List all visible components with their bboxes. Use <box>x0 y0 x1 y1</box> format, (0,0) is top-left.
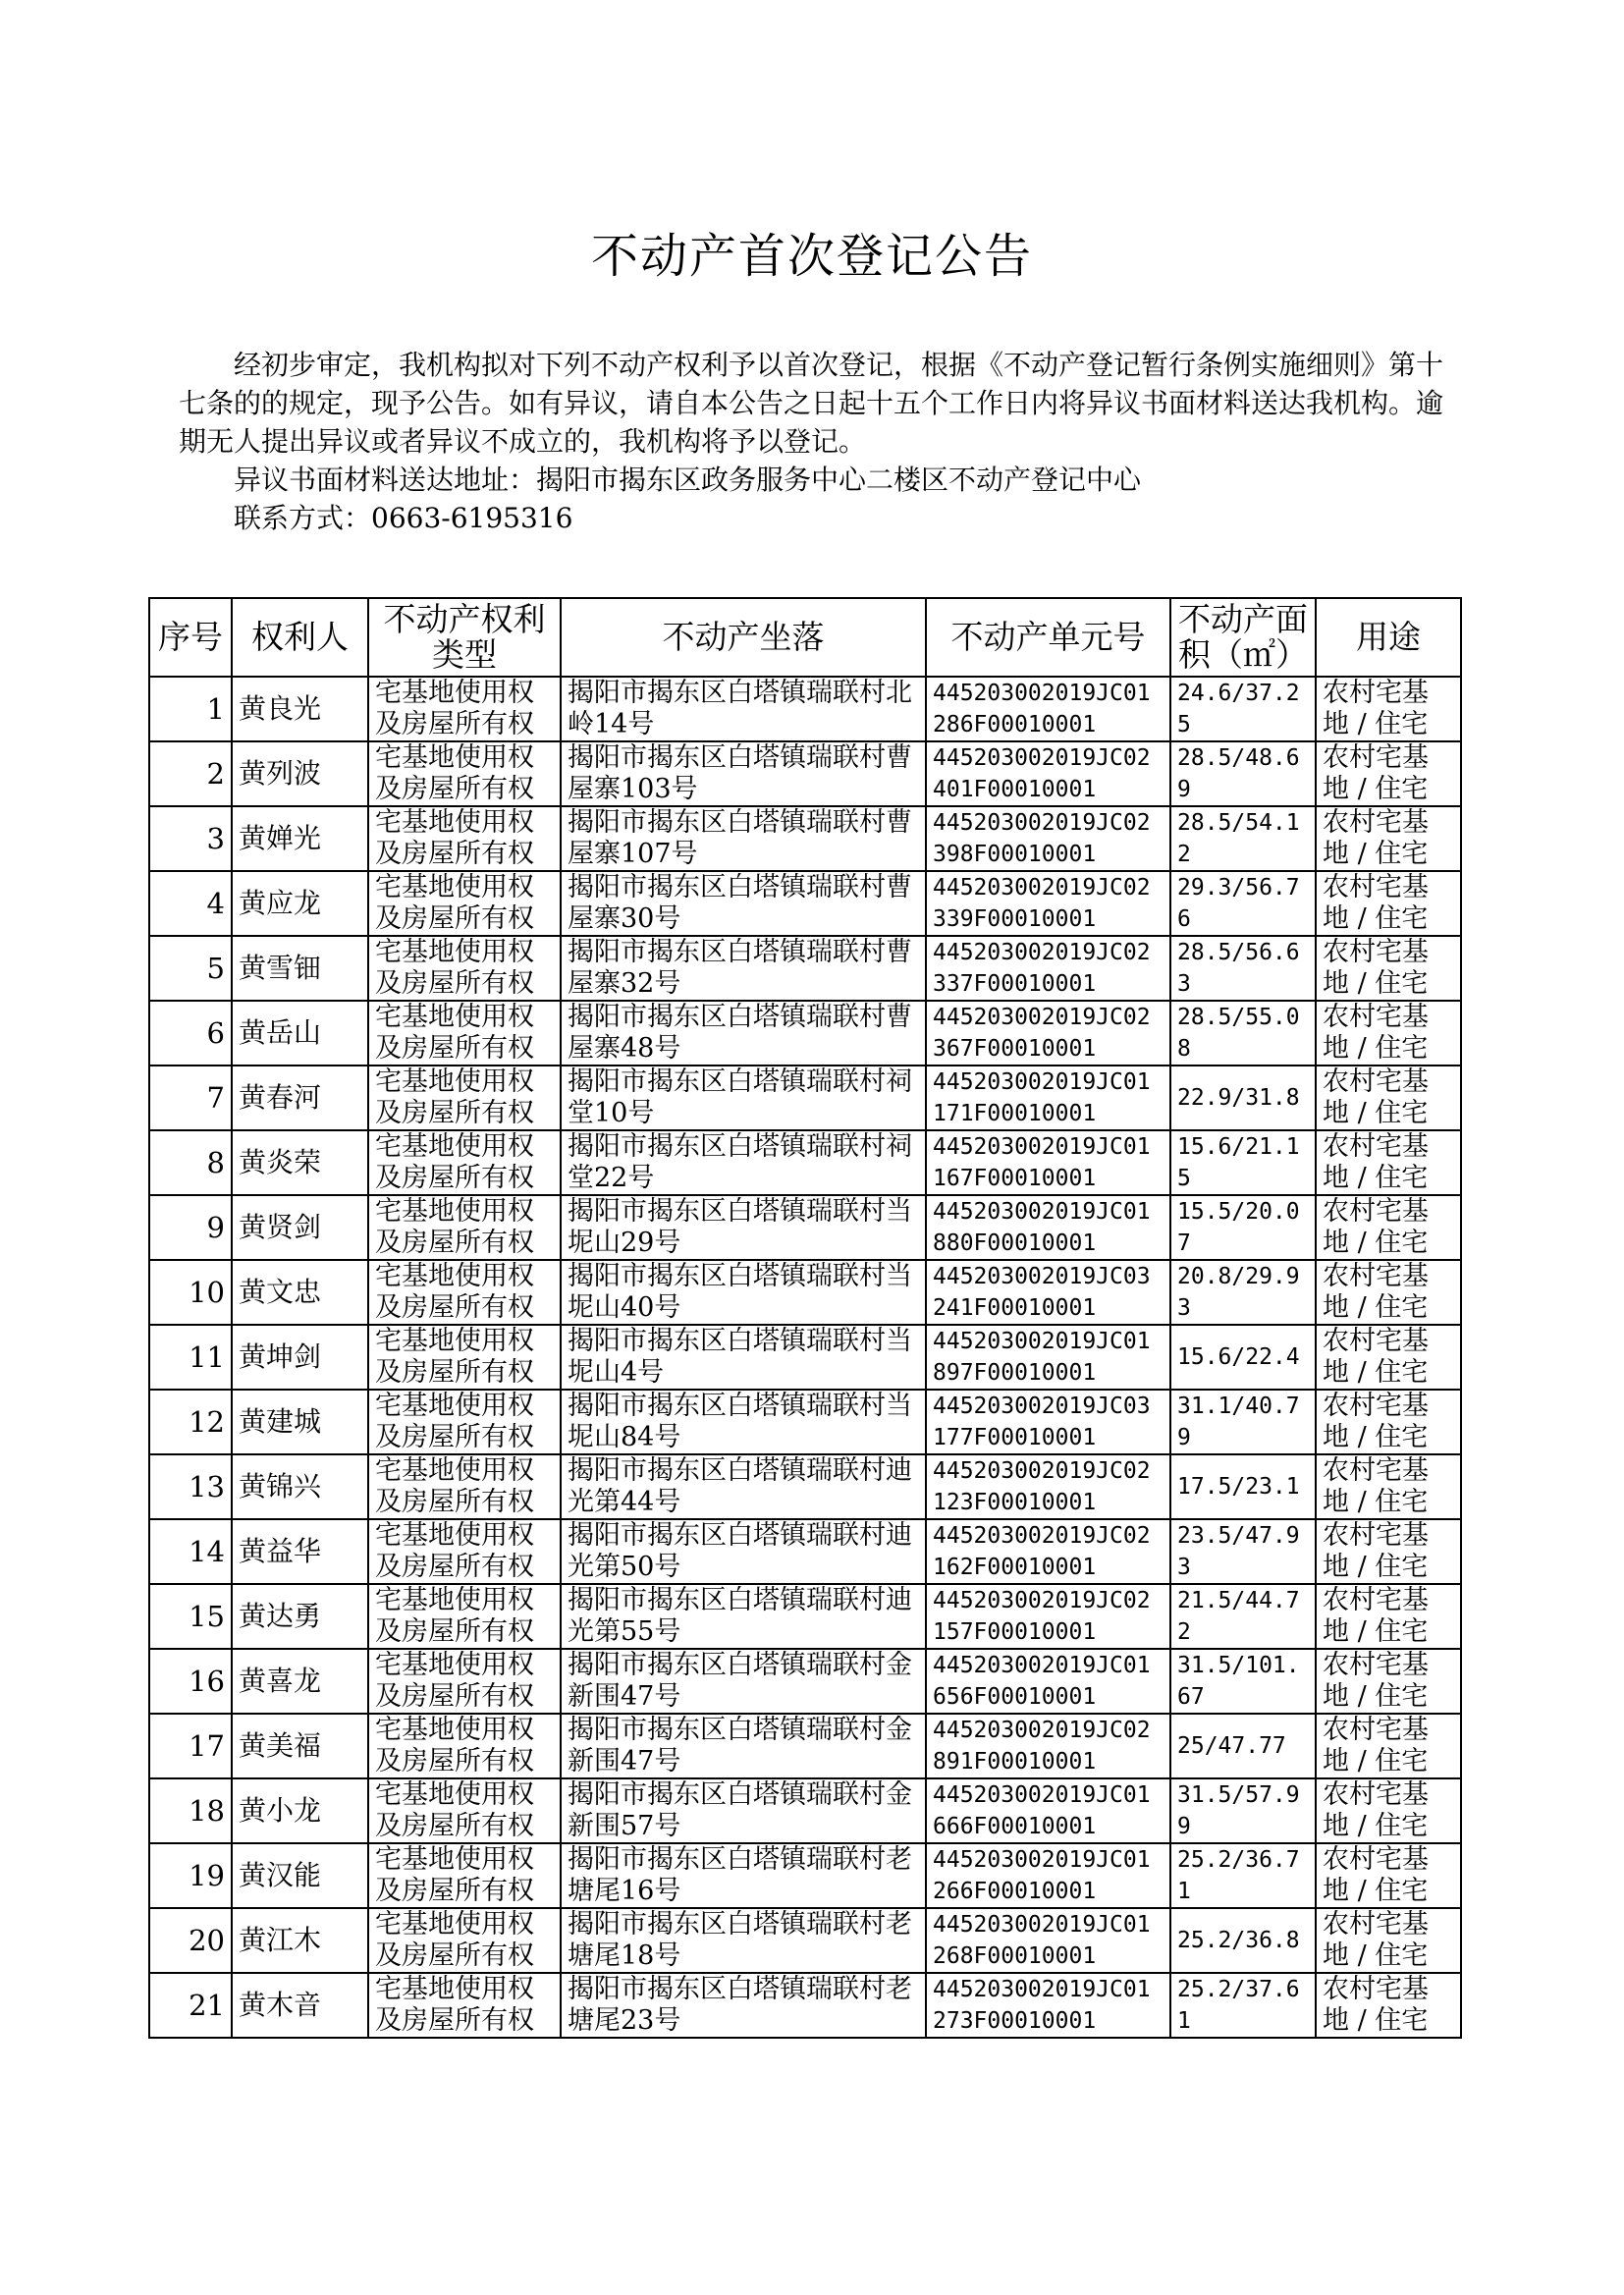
cell-right-type: 宅基地使用权及房屋所有权 <box>368 936 561 1001</box>
cell-unit-number: 445203002019JC01266F00010001 <box>926 1843 1170 1908</box>
header-owner: 权利人 <box>232 598 368 677</box>
cell-location: 揭阳市揭东区白塔镇瑞联村当坭山29号 <box>561 1195 926 1260</box>
table-row <box>149 1843 1461 1908</box>
cell-location: 揭阳市揭东区白塔镇瑞联村曹屋寨103号 <box>561 741 926 806</box>
cell-area: 22.9/31.8 <box>1170 1066 1316 1130</box>
cell-owner: 黄坤剑 <box>232 1325 368 1390</box>
table-row <box>149 1130 1461 1195</box>
table-row <box>149 1778 1461 1843</box>
cell-area: 28.5/55.08 <box>1170 1001 1316 1066</box>
table-row <box>149 1390 1461 1454</box>
cell-use: 农村宅基地 / 住宅 <box>1316 1519 1461 1584</box>
cell-use: 农村宅基地 / 住宅 <box>1316 1130 1461 1195</box>
table-row <box>149 1519 1461 1584</box>
cell-seq: 16 <box>149 1649 232 1714</box>
cell-right-type: 宅基地使用权及房屋所有权 <box>368 1454 561 1519</box>
cell-use: 农村宅基地 / 住宅 <box>1316 1714 1461 1778</box>
cell-owner: 黄喜龙 <box>232 1649 368 1714</box>
cell-use: 农村宅基地 / 住宅 <box>1316 1454 1461 1519</box>
cell-seq: 12 <box>149 1390 232 1454</box>
cell-owner: 黄锦兴 <box>232 1454 368 1519</box>
cell-owner: 黄江木 <box>232 1908 368 1973</box>
cell-seq: 8 <box>149 1130 232 1195</box>
intro-section <box>179 346 1455 537</box>
cell-unit-number: 445203002019JC02398F00010001 <box>926 806 1170 871</box>
cell-owner: 黄木音 <box>232 1973 368 2038</box>
table-row <box>149 871 1461 936</box>
cell-use: 农村宅基地 / 住宅 <box>1316 1778 1461 1843</box>
cell-seq: 13 <box>149 1454 232 1519</box>
cell-unit-number: 445203002019JC02123F00010001 <box>926 1454 1170 1519</box>
cell-owner: 黄应龙 <box>232 871 368 936</box>
header-location: 不动产坐落 <box>561 598 926 677</box>
cell-area: 28.5/56.63 <box>1170 936 1316 1001</box>
cell-right-type: 宅基地使用权及房屋所有权 <box>368 1908 561 1973</box>
contact-info: 联系方式：0663-6195316 <box>234 502 573 534</box>
cell-location: 揭阳市揭东区白塔镇瑞联村金新围57号 <box>561 1778 926 1843</box>
cell-use: 农村宅基地 / 住宅 <box>1316 1066 1461 1130</box>
cell-owner: 黄益华 <box>232 1519 368 1584</box>
header-use: 用途 <box>1316 598 1461 677</box>
cell-seq: 5 <box>149 936 232 1001</box>
cell-right-type: 宅基地使用权及房屋所有权 <box>368 1001 561 1066</box>
cell-seq: 1 <box>149 677 232 741</box>
cell-unit-number: 445203002019JC01167F00010001 <box>926 1130 1170 1195</box>
cell-right-type: 宅基地使用权及房屋所有权 <box>368 1649 561 1714</box>
table-row <box>149 1454 1461 1519</box>
cell-right-type: 宅基地使用权及房屋所有权 <box>368 741 561 806</box>
table-row <box>149 1195 1461 1260</box>
cell-owner: 黄列波 <box>232 741 368 806</box>
cell-unit-number: 445203002019JC02157F00010001 <box>926 1584 1170 1649</box>
cell-right-type: 宅基地使用权及房屋所有权 <box>368 1843 561 1908</box>
cell-unit-number: 445203002019JC01656F00010001 <box>926 1649 1170 1714</box>
cell-location: 揭阳市揭东区白塔镇瑞联村当坭山40号 <box>561 1260 926 1325</box>
cell-unit-number: 445203002019JC01268F00010001 <box>926 1908 1170 1973</box>
cell-seq: 15 <box>149 1584 232 1649</box>
table-row <box>149 1584 1461 1649</box>
table-row <box>149 936 1461 1001</box>
table-row <box>149 1649 1461 1714</box>
cell-area: 25/47.77 <box>1170 1714 1316 1778</box>
cell-use: 农村宅基地 / 住宅 <box>1316 741 1461 806</box>
cell-location: 揭阳市揭东区白塔镇瑞联村迪光第55号 <box>561 1584 926 1649</box>
cell-use: 农村宅基地 / 住宅 <box>1316 1584 1461 1649</box>
table-row <box>149 1973 1461 2038</box>
cell-seq: 2 <box>149 741 232 806</box>
cell-area: 25.2/36.71 <box>1170 1843 1316 1908</box>
cell-use: 农村宅基地 / 住宅 <box>1316 1390 1461 1454</box>
table-row <box>149 1001 1461 1066</box>
cell-location: 揭阳市揭东区白塔镇瑞联村老塘尾16号 <box>561 1843 926 1908</box>
cell-unit-number: 445203002019JC03177F00010001 <box>926 1390 1170 1454</box>
cell-location: 揭阳市揭东区白塔镇瑞联村曹屋寨48号 <box>561 1001 926 1066</box>
cell-use: 农村宅基地 / 住宅 <box>1316 1195 1461 1260</box>
cell-seq: 7 <box>149 1066 232 1130</box>
cell-owner: 黄炎荣 <box>232 1130 368 1195</box>
cell-location: 揭阳市揭东区白塔镇瑞联村曹屋寨32号 <box>561 936 926 1001</box>
cell-location: 揭阳市揭东区白塔镇瑞联村老塘尾18号 <box>561 1908 926 1973</box>
table-row <box>149 1066 1461 1130</box>
table-header-row <box>149 598 1461 677</box>
cell-area: 15.5/20.07 <box>1170 1195 1316 1260</box>
cell-use: 农村宅基地 / 住宅 <box>1316 1649 1461 1714</box>
cell-area: 25.2/37.61 <box>1170 1973 1316 2038</box>
header-seq: 序号 <box>149 598 232 677</box>
cell-seq: 21 <box>149 1973 232 2038</box>
cell-seq: 3 <box>149 806 232 871</box>
cell-right-type: 宅基地使用权及房屋所有权 <box>368 1130 561 1195</box>
cell-location: 揭阳市揭东区白塔镇瑞联村曹屋寨107号 <box>561 806 926 871</box>
cell-owner: 黄雪钿 <box>232 936 368 1001</box>
header-area: 不动产面积（㎡） <box>1170 598 1316 677</box>
cell-right-type: 宅基地使用权及房屋所有权 <box>368 1778 561 1843</box>
table-row <box>149 741 1461 806</box>
cell-right-type: 宅基地使用权及房屋所有权 <box>368 806 561 871</box>
cell-location: 揭阳市揭东区白塔镇瑞联村迪光第50号 <box>561 1519 926 1584</box>
cell-owner: 黄岳山 <box>232 1001 368 1066</box>
cell-seq: 20 <box>149 1908 232 1973</box>
cell-unit-number: 445203002019JC02337F00010001 <box>926 936 1170 1001</box>
cell-right-type: 宅基地使用权及房屋所有权 <box>368 1325 561 1390</box>
cell-owner: 黄汉能 <box>232 1843 368 1908</box>
cell-area: 25.2/36.8 <box>1170 1908 1316 1973</box>
cell-area: 15.6/21.15 <box>1170 1130 1316 1195</box>
header-unit-number: 不动产单元号 <box>926 598 1170 677</box>
cell-unit-number: 445203002019JC01897F00010001 <box>926 1325 1170 1390</box>
table-row <box>149 806 1461 871</box>
cell-location: 揭阳市揭东区白塔镇瑞联村当坭山4号 <box>561 1325 926 1390</box>
cell-use: 农村宅基地 / 住宅 <box>1316 806 1461 871</box>
cell-right-type: 宅基地使用权及房屋所有权 <box>368 1519 561 1584</box>
cell-area: 29.3/56.76 <box>1170 871 1316 936</box>
cell-area: 28.5/48.69 <box>1170 741 1316 806</box>
cell-seq: 19 <box>149 1843 232 1908</box>
cell-right-type: 宅基地使用权及房屋所有权 <box>368 1066 561 1130</box>
cell-unit-number: 445203002019JC01273F00010001 <box>926 1973 1170 2038</box>
cell-location: 揭阳市揭东区白塔镇瑞联村老塘尾23号 <box>561 1973 926 2038</box>
registration-table <box>148 597 1462 2039</box>
cell-owner: 黄小龙 <box>232 1778 368 1843</box>
cell-use: 农村宅基地 / 住宅 <box>1316 1973 1461 2038</box>
cell-right-type: 宅基地使用权及房屋所有权 <box>368 1195 561 1260</box>
cell-owner: 黄文忠 <box>232 1260 368 1325</box>
cell-right-type: 宅基地使用权及房屋所有权 <box>368 1260 561 1325</box>
cell-use: 农村宅基地 / 住宅 <box>1316 1001 1461 1066</box>
cell-area: 24.6/37.25 <box>1170 677 1316 741</box>
objection-address: 异议书面材料送达地址：揭阳市揭东区政务服务中心二楼区不动产登记中心 <box>234 464 1142 496</box>
cell-location: 揭阳市揭东区白塔镇瑞联村祠堂10号 <box>561 1066 926 1130</box>
cell-area: 31.1/40.79 <box>1170 1390 1316 1454</box>
cell-area: 31.5/101.67 <box>1170 1649 1316 1714</box>
cell-right-type: 宅基地使用权及房屋所有权 <box>368 1973 561 2038</box>
cell-location: 揭阳市揭东区白塔镇瑞联村金新围47号 <box>561 1649 926 1714</box>
cell-seq: 18 <box>149 1778 232 1843</box>
cell-use: 农村宅基地 / 住宅 <box>1316 1260 1461 1325</box>
cell-unit-number: 445203002019JC02339F00010001 <box>926 871 1170 936</box>
cell-area: 31.5/57.99 <box>1170 1778 1316 1843</box>
cell-area: 28.5/54.12 <box>1170 806 1316 871</box>
cell-unit-number: 445203002019JC02162F00010001 <box>926 1519 1170 1584</box>
cell-right-type: 宅基地使用权及房屋所有权 <box>368 1714 561 1778</box>
cell-unit-number: 445203002019JC01666F00010001 <box>926 1778 1170 1843</box>
cell-area: 15.6/22.4 <box>1170 1325 1316 1390</box>
cell-right-type: 宅基地使用权及房屋所有权 <box>368 871 561 936</box>
cell-owner: 黄婵光 <box>232 806 368 871</box>
cell-unit-number: 445203002019JC01880F00010001 <box>926 1195 1170 1260</box>
cell-use: 农村宅基地 / 住宅 <box>1316 936 1461 1001</box>
cell-seq: 17 <box>149 1714 232 1778</box>
cell-location: 揭阳市揭东区白塔镇瑞联村迪光第44号 <box>561 1454 926 1519</box>
table-row <box>149 677 1461 741</box>
table-row <box>149 1325 1461 1390</box>
header-right-type: 不动产权利类型 <box>368 598 561 677</box>
table-row <box>149 1260 1461 1325</box>
table-row <box>149 1714 1461 1778</box>
cell-area: 23.5/47.93 <box>1170 1519 1316 1584</box>
cell-seq: 6 <box>149 1001 232 1066</box>
cell-owner: 黄达勇 <box>232 1584 368 1649</box>
cell-owner: 黄良光 <box>232 677 368 741</box>
cell-location: 揭阳市揭东区白塔镇瑞联村金新围47号 <box>561 1714 926 1778</box>
cell-location: 揭阳市揭东区白塔镇瑞联村当坭山84号 <box>561 1390 926 1454</box>
cell-use: 农村宅基地 / 住宅 <box>1316 1325 1461 1390</box>
cell-seq: 10 <box>149 1260 232 1325</box>
cell-unit-number: 445203002019JC01286F00010001 <box>926 677 1170 741</box>
table-row <box>149 1908 1461 1973</box>
cell-area: 21.5/44.72 <box>1170 1584 1316 1649</box>
cell-area: 20.8/29.93 <box>1170 1260 1316 1325</box>
cell-location: 揭阳市揭东区白塔镇瑞联村曹屋寨30号 <box>561 871 926 936</box>
cell-seq: 11 <box>149 1325 232 1390</box>
cell-use: 农村宅基地 / 住宅 <box>1316 1908 1461 1973</box>
cell-seq: 4 <box>149 871 232 936</box>
cell-owner: 黄贤剑 <box>232 1195 368 1260</box>
cell-unit-number: 445203002019JC01171F00010001 <box>926 1066 1170 1130</box>
cell-owner: 黄建城 <box>232 1390 368 1454</box>
cell-location: 揭阳市揭东区白塔镇瑞联村祠堂22号 <box>561 1130 926 1195</box>
intro-paragraph: 经初步审定，我机构拟对下列不动产权利予以首次登记，根据《不动产登记暂行条例实施细则》第十七条的的规定，现予公告。如有异议，请自本公告之日起十五个工作日内将异议书面材料送达我机构。逾期无人提出异议或者异议不成立的，我机构将予以登记。 <box>179 349 1444 458</box>
cell-unit-number: 445203002019JC02401F00010001 <box>926 741 1170 806</box>
cell-area: 17.5/23.1 <box>1170 1454 1316 1519</box>
cell-location: 揭阳市揭东区白塔镇瑞联村北岭14号 <box>561 677 926 741</box>
cell-owner: 黄美福 <box>232 1714 368 1778</box>
cell-unit-number: 445203002019JC03241F00010001 <box>926 1260 1170 1325</box>
cell-seq: 9 <box>149 1195 232 1260</box>
cell-seq: 14 <box>149 1519 232 1584</box>
cell-unit-number: 445203002019JC02891F00010001 <box>926 1714 1170 1778</box>
cell-use: 农村宅基地 / 住宅 <box>1316 677 1461 741</box>
cell-unit-number: 445203002019JC02367F00010001 <box>926 1001 1170 1066</box>
page-title: 不动产首次登记公告 <box>590 229 1033 284</box>
cell-owner: 黄春河 <box>232 1066 368 1130</box>
cell-right-type: 宅基地使用权及房屋所有权 <box>368 1390 561 1454</box>
cell-use: 农村宅基地 / 住宅 <box>1316 871 1461 936</box>
cell-use: 农村宅基地 / 住宅 <box>1316 1843 1461 1908</box>
cell-right-type: 宅基地使用权及房屋所有权 <box>368 1584 561 1649</box>
cell-right-type: 宅基地使用权及房屋所有权 <box>368 677 561 741</box>
